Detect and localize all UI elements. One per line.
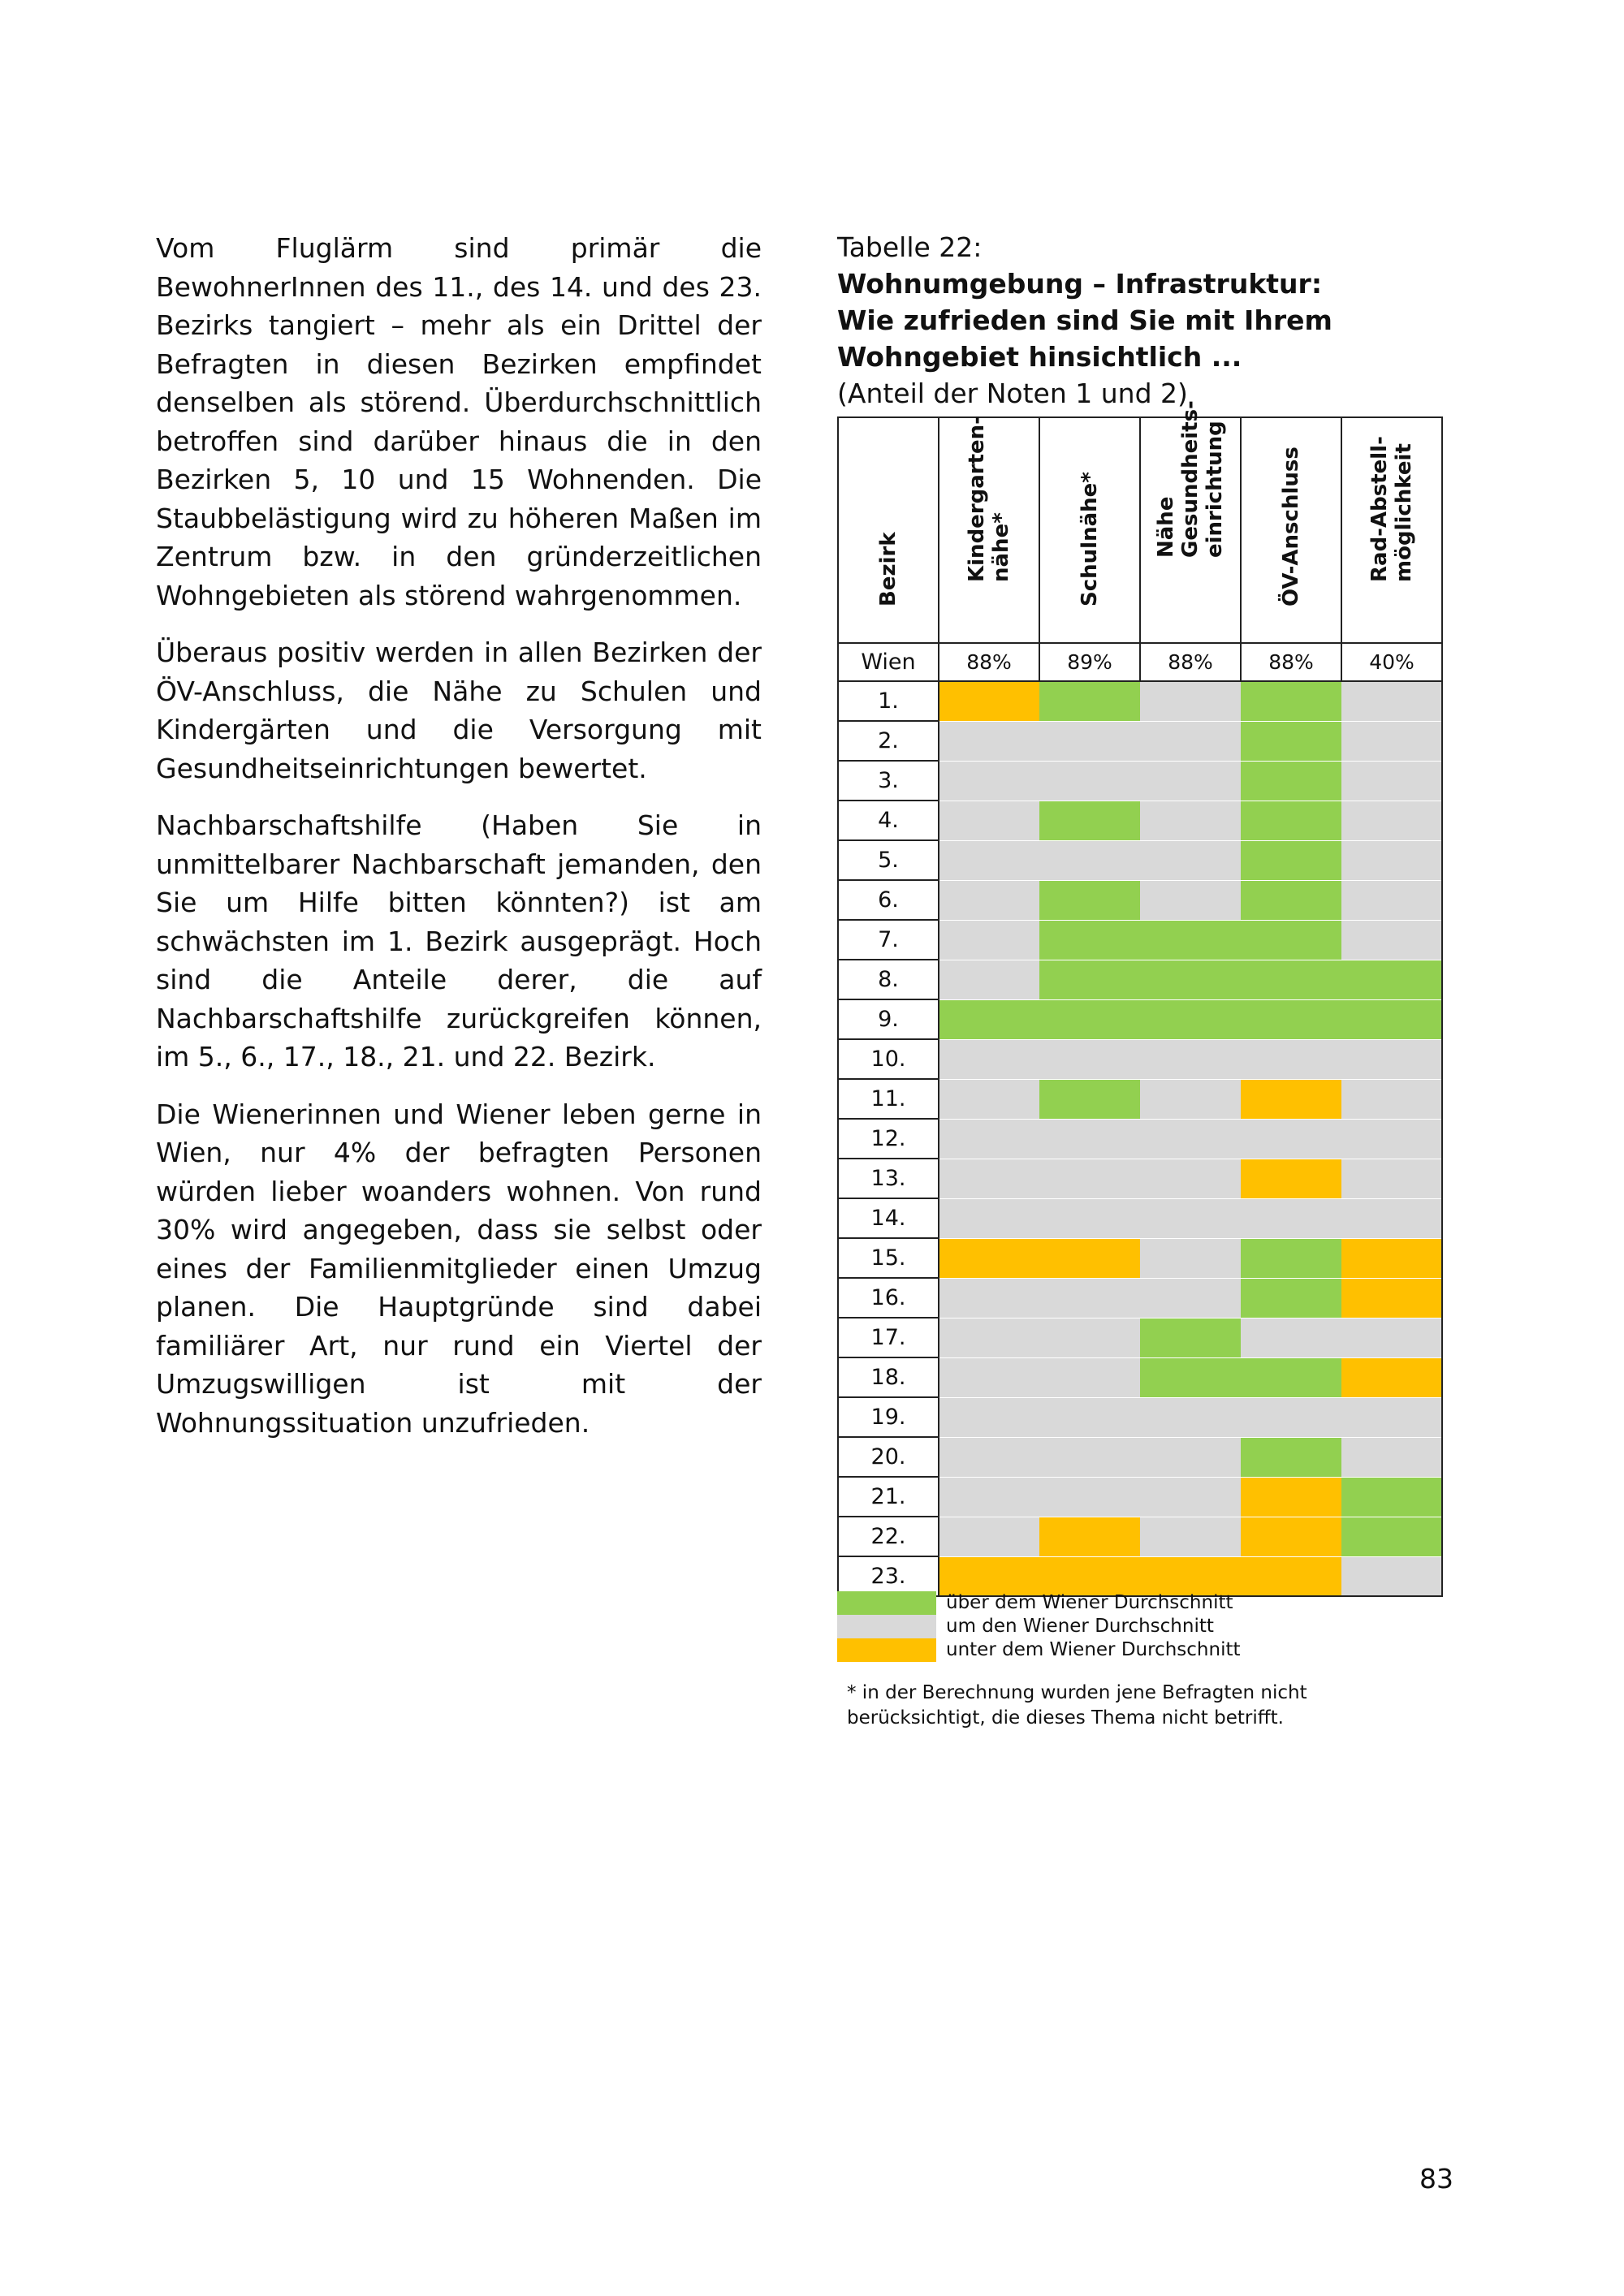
rating-cell — [939, 960, 1039, 999]
table-title-line: Wohngebiet hinsichtlich ... — [837, 341, 1242, 373]
rating-cell — [1039, 1238, 1140, 1278]
rating-cell — [939, 1517, 1039, 1556]
table-row — [838, 1318, 1442, 1357]
legend-swatch — [837, 1638, 936, 1662]
table-row — [838, 880, 1442, 920]
rating-cell — [1140, 1477, 1241, 1517]
rating-cell — [1341, 721, 1442, 761]
rating-cell — [1341, 1238, 1442, 1278]
rating-cell — [1039, 681, 1140, 721]
legend-item — [837, 1591, 1454, 1615]
district-label: 22. — [838, 1517, 939, 1556]
rating-cell — [1039, 1517, 1140, 1556]
rating-cell — [1039, 1159, 1140, 1198]
rating-cell — [1341, 1198, 1442, 1238]
table-row — [838, 721, 1442, 761]
table-title-line: Wohnumgebung – Infrastruktur: — [837, 268, 1323, 300]
legend-swatch — [837, 1591, 936, 1615]
district-label: 6. — [838, 880, 939, 920]
rating-cell — [1140, 1357, 1241, 1397]
rating-cell — [1241, 840, 1341, 880]
rating-cell — [1140, 1238, 1241, 1278]
district-label: 19. — [838, 1397, 939, 1437]
rating-cell — [1140, 761, 1241, 801]
rating-cell — [1039, 1079, 1140, 1119]
rating-cell — [939, 1198, 1039, 1238]
wien-value: 88% — [939, 643, 1039, 681]
table-caption — [837, 229, 1454, 412]
rating-cell — [1241, 880, 1341, 920]
rating-cell — [1039, 1397, 1140, 1437]
table-row — [838, 681, 1442, 721]
rating-cell — [1140, 920, 1241, 960]
rating-cell — [939, 1119, 1039, 1159]
rating-cell — [1241, 721, 1341, 761]
rating-cell — [1241, 1318, 1341, 1357]
rating-cell — [1241, 801, 1341, 840]
column-header: Schulnähe* — [1039, 417, 1140, 643]
rating-cell — [1341, 1039, 1442, 1079]
rating-cell — [1039, 1556, 1140, 1596]
paragraph: Die Wienerinnen und Wiener leben gerne in Wien, nur 4% der befragten Personen würden lieber woanders wohnen. Von rund 30% wird angegeben, dass sie selbst oder eines der Familienmitglieder einen Umzug planen. Die Hauptgründe sind dabei familiärer Art, nur rund ein Viertel der Umzugswilligen ist mit der Wohnungssituation unzufrieden. — [156, 1098, 762, 1439]
rating-cell — [1140, 801, 1241, 840]
table-row — [838, 960, 1442, 999]
rating-cell — [1241, 1357, 1341, 1397]
rating-cell — [1241, 1198, 1341, 1238]
rating-cell — [1341, 920, 1442, 960]
rating-cell — [939, 801, 1039, 840]
paragraph: Vom Fluglärm sind primär die BewohnerInnen des 11., des 14. und des 23. Bezirks tangiert – mehr als ein Drittel der Befragten in diesen Bezirken empfindet denselben als störend. Überdurchschnittlich betroffen sind darüber hinaus die in den Bezirken 5, 10 und 15 Wohnenden. Die Staubbelästigung wird zu höheren Maßen im Zentrum bzw. in den gründerzeitlichen Wohngebieten als störend wahrgenommen. — [156, 232, 762, 611]
rating-cell — [939, 761, 1039, 801]
page-number: 83 — [1419, 2163, 1453, 2195]
rating-cell — [1039, 1278, 1140, 1318]
rating-cell — [1241, 1119, 1341, 1159]
district-label: 23. — [838, 1556, 939, 1596]
table-row — [838, 1119, 1442, 1159]
district-label: 15. — [838, 1238, 939, 1278]
rating-cell — [1039, 801, 1140, 840]
table-row — [838, 1556, 1442, 1596]
rating-cell — [1140, 1556, 1241, 1596]
table-row — [838, 1357, 1442, 1397]
legend-label: um den Wiener Durchschnitt — [946, 1616, 1214, 1637]
wien-value: 89% — [1039, 643, 1140, 681]
table-row — [838, 1397, 1442, 1437]
district-label: 16. — [838, 1278, 939, 1318]
legend — [837, 1591, 1454, 1662]
rating-cell — [1341, 1278, 1442, 1318]
rating-cell — [1039, 999, 1140, 1039]
rating-cell — [1241, 1397, 1341, 1437]
rating-cell — [1241, 1238, 1341, 1278]
rating-cell — [1140, 681, 1241, 721]
rating-cell — [1241, 761, 1341, 801]
legend-label: unter dem Wiener Durchschnitt — [946, 1639, 1241, 1660]
rating-cell — [1039, 1477, 1140, 1517]
rating-cell — [1140, 1318, 1241, 1357]
rating-cell — [1140, 1278, 1241, 1318]
rating-cell — [1241, 1079, 1341, 1119]
rating-cell — [1039, 880, 1140, 920]
rating-cell — [1241, 1437, 1341, 1477]
district-label: 4. — [838, 801, 939, 840]
table-row — [838, 999, 1442, 1039]
district-label: 20. — [838, 1437, 939, 1477]
rating-cell — [1140, 1397, 1241, 1437]
column-header: Bezirk — [838, 417, 939, 643]
district-label: 2. — [838, 721, 939, 761]
legend-swatch — [837, 1615, 936, 1638]
rating-cell — [1341, 1357, 1442, 1397]
rating-cell — [939, 1397, 1039, 1437]
rating-cell — [1039, 1198, 1140, 1238]
rating-cell — [1140, 1198, 1241, 1238]
rating-cell — [1039, 1039, 1140, 1079]
table-row — [838, 801, 1442, 840]
rating-cell — [1241, 1517, 1341, 1556]
rating-cell — [939, 880, 1039, 920]
rating-cell — [1140, 1437, 1241, 1477]
table-row — [838, 1238, 1442, 1278]
paragraph: Nachbarschaftshilfe (Haben Sie in unmittelbarer Nachbarschaft jemanden, den Sie um Hilfe bitten könnten?) ist am schwächsten im 1. Bezirk ausgeprägt. Hoch sind die Anteile derer, die auf Nachbarschaftshilfe zurückgreifen können, im 5., 6., 17., 18., 21. und 22. Bezirk. — [156, 809, 762, 1072]
rating-cell — [1140, 960, 1241, 999]
rating-cell — [939, 1278, 1039, 1318]
column-header: Nähe Gesundheits- einrichtung — [1140, 417, 1241, 643]
rating-cell — [1241, 960, 1341, 999]
table-row — [838, 1437, 1442, 1477]
table-row — [838, 920, 1442, 960]
rating-cell — [1140, 1079, 1241, 1119]
rating-cell — [1341, 1477, 1442, 1517]
district-label: 3. — [838, 761, 939, 801]
rating-cell — [939, 1318, 1039, 1357]
rating-cell — [939, 1437, 1039, 1477]
district-label: 8. — [838, 960, 939, 999]
header-row — [838, 417, 1442, 643]
rating-cell — [1241, 1039, 1341, 1079]
table-row — [838, 1079, 1442, 1119]
rating-cell — [1241, 681, 1341, 721]
rating-cell — [1039, 1119, 1140, 1159]
rating-cell — [1140, 840, 1241, 880]
rating-cell — [939, 1357, 1039, 1397]
district-label: 13. — [838, 1159, 939, 1198]
rating-cell — [1341, 1556, 1442, 1596]
district-label: 9. — [838, 999, 939, 1039]
table-row — [838, 1278, 1442, 1318]
rating-cell — [1341, 761, 1442, 801]
district-label: 1. — [838, 681, 939, 721]
rating-cell — [1241, 1556, 1341, 1596]
table-row — [838, 1159, 1442, 1198]
wien-value: 40% — [1341, 643, 1442, 681]
rating-cell — [1039, 920, 1140, 960]
district-label: 14. — [838, 1198, 939, 1238]
table-row — [838, 1517, 1442, 1556]
rating-cell — [1341, 1119, 1442, 1159]
rating-cell — [939, 681, 1039, 721]
table-title-line: Wie zufrieden sind Sie mit Ihrem — [837, 304, 1332, 336]
body-text — [156, 229, 762, 1461]
district-label: 18. — [838, 1357, 939, 1397]
rating-cell — [1039, 761, 1140, 801]
rating-cell — [1341, 999, 1442, 1039]
table-row — [838, 1039, 1442, 1079]
rating-cell — [939, 721, 1039, 761]
rating-cell — [1341, 1437, 1442, 1477]
wien-label: Wien — [838, 643, 939, 681]
rating-cell — [1341, 840, 1442, 880]
rating-cell — [1140, 1517, 1241, 1556]
district-table — [837, 400, 1443, 1597]
rating-cell — [1039, 840, 1140, 880]
rating-cell — [1241, 920, 1341, 960]
rating-cell — [939, 1556, 1039, 1596]
rating-cell — [1039, 721, 1140, 761]
table-row — [838, 1198, 1442, 1238]
rating-cell — [1341, 681, 1442, 721]
table-subtitle: (Anteil der Noten 1 und 2) — [837, 378, 1188, 409]
wien-value: 88% — [1140, 643, 1241, 681]
rating-cell — [1039, 1437, 1140, 1477]
rating-cell — [1140, 1159, 1241, 1198]
rating-cell — [1241, 1477, 1341, 1517]
column-header: Kindergarten- nähe* — [939, 417, 1039, 643]
rating-cell — [939, 1238, 1039, 1278]
district-rows — [838, 681, 1442, 1596]
rating-cell — [939, 840, 1039, 880]
rating-cell — [1241, 1278, 1341, 1318]
district-label: 7. — [838, 920, 939, 960]
table-row — [838, 761, 1442, 801]
rating-cell — [1241, 999, 1341, 1039]
rating-cell — [1341, 1517, 1442, 1556]
legend-item — [837, 1615, 1454, 1638]
rating-cell — [939, 1039, 1039, 1079]
footnote-line: * in der Berechnung wurden jene Befragten nicht — [847, 1682, 1307, 1703]
rating-cell — [1039, 1357, 1140, 1397]
table-number: Tabelle 22: — [837, 231, 983, 263]
rating-cell — [1140, 1039, 1241, 1079]
district-label: 12. — [838, 1119, 939, 1159]
wien-row — [838, 643, 1442, 681]
rating-cell — [1341, 1159, 1442, 1198]
rating-cell — [1140, 999, 1241, 1039]
rating-cell — [1341, 1079, 1442, 1119]
table-row — [838, 840, 1442, 880]
rating-cell — [1341, 960, 1442, 999]
rating-cell — [1241, 1159, 1341, 1198]
rating-cell — [1140, 880, 1241, 920]
district-label: 10. — [838, 1039, 939, 1079]
column-header: ÖV-Anschluss — [1241, 417, 1341, 643]
rating-cell — [1341, 880, 1442, 920]
rating-cell — [1341, 1397, 1442, 1437]
rating-cell — [1140, 721, 1241, 761]
district-label: 11. — [838, 1079, 939, 1119]
rating-cell — [939, 1477, 1039, 1517]
district-label: 17. — [838, 1318, 939, 1357]
legend-item — [837, 1638, 1454, 1662]
table-row — [838, 1477, 1442, 1517]
rating-cell — [939, 920, 1039, 960]
footnote — [847, 1681, 1415, 1731]
footnote-line: berücksichtigt, die dieses Thema nicht betrifft. — [847, 1707, 1284, 1728]
paragraph: Überaus positiv werden in allen Bezirken der ÖV-Anschluss, die Nähe zu Schulen und Kindergärten und die Versorgung mit Gesundheitseinrichtungen bewertet. — [156, 637, 762, 784]
column-header: Rad-Abstell- möglichkeit — [1341, 417, 1442, 643]
rating-cell — [1039, 960, 1140, 999]
rating-cell — [1039, 1318, 1140, 1357]
rating-cell — [939, 1159, 1039, 1198]
rating-cell — [939, 1079, 1039, 1119]
district-label: 5. — [838, 840, 939, 880]
legend-label: über dem Wiener Durchschnitt — [946, 1592, 1233, 1613]
rating-cell — [1341, 801, 1442, 840]
rating-cell — [939, 999, 1039, 1039]
rating-cell — [1140, 1119, 1241, 1159]
district-label: 21. — [838, 1477, 939, 1517]
rating-cell — [1341, 1318, 1442, 1357]
wien-value: 88% — [1241, 643, 1341, 681]
